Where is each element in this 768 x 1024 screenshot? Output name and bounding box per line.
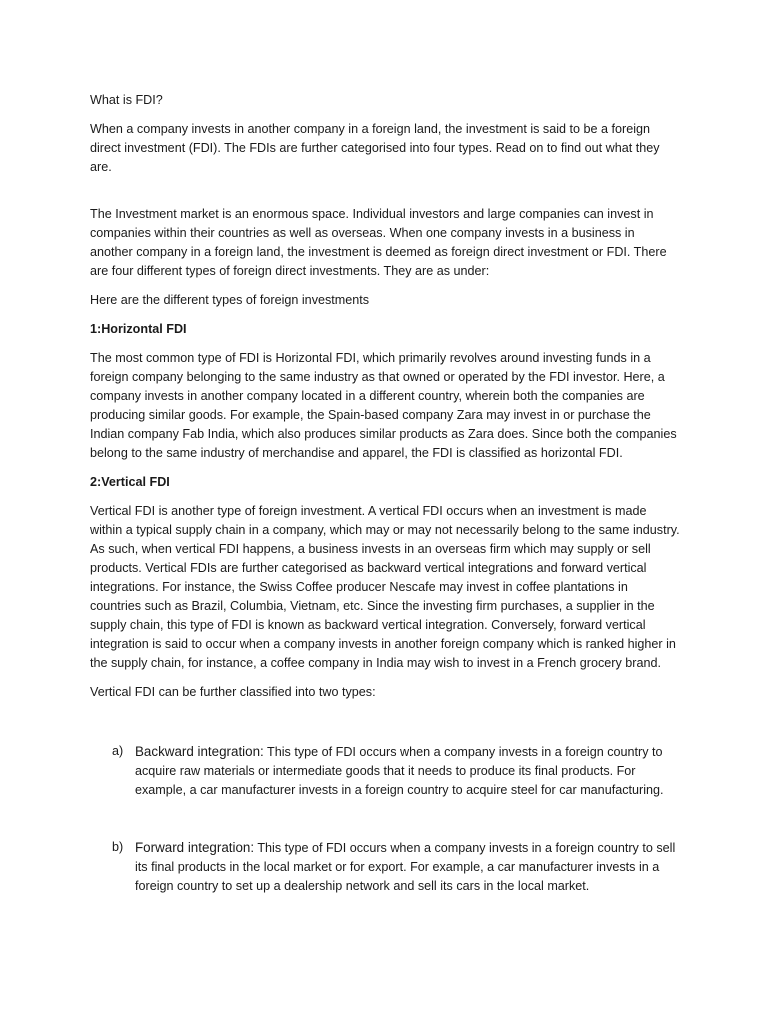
list-term: Backward integration: bbox=[135, 744, 264, 759]
list-term: Forward integration: bbox=[135, 840, 255, 855]
integration-list bbox=[90, 742, 680, 896]
list-item-forward bbox=[90, 838, 680, 896]
list-text: This type of FDI occurs when a company invests in a foreign country to acquire raw materials or intermediate goods that it needs to produce its final products. For example, a car manufacturer invests in a foreign country to acquire steel for car manufacturing. bbox=[135, 745, 664, 797]
vertical-heading: 2:Vertical FDI bbox=[90, 475, 170, 489]
page-title: What is FDI? bbox=[90, 93, 163, 107]
list-marker: a) bbox=[112, 744, 124, 758]
intro-paragraph: When a company invests in another company in a foreign land, the investment is said to be a foreign direct investment (FDI). The FDIs are further categorised into four types. Read on to find out what they are. bbox=[90, 122, 660, 174]
vertical-paragraph: Vertical FDI is another type of foreign investment. A vertical FDI occurs when an investment is made within a typical supply chain in a company, which may or may not necessarily belong to the same industry. As such, when vertical FDI happens, a business invests in an overseas firm which may supply or sell products. Vertical FDIs are further categorised as backward vertical integrations and forward vertical integrations. For instance, the Swiss Coffee producer Nescafe may invest in coffee plantations in countries such as Brazil, Columbia, Vietnam, etc. Since the investing firm purchases, a supplier in the supply chain, this type of FDI is known as backward vertical integration. Conversely, forward vertical integration is said to occur when a company invests in another foreign company which is ranked higher in the supply chain, for instance, a coffee company in India may wish to invest in a French grocery brand. bbox=[90, 504, 680, 670]
vertical-types-line: Vertical FDI can be further classified into two types: bbox=[90, 685, 376, 699]
list-text: This type of FDI occurs when a company invests in a foreign country to sell its final products in the local market or for export. For example, a car manufacturer invests in a foreign country to set up a dealership network and sell its cars in the local market. bbox=[135, 841, 676, 893]
list-item-backward bbox=[90, 742, 680, 800]
types-intro: Here are the different types of foreign investments bbox=[90, 293, 370, 307]
document-body bbox=[90, 91, 680, 934]
horizontal-heading: 1:Horizontal FDI bbox=[90, 322, 187, 336]
list-marker: b) bbox=[112, 840, 124, 854]
horizontal-paragraph: The most common type of FDI is Horizontal FDI, which primarily revolves around investing funds in a foreign company belonging to the same industry as that owned or operated by the FDI investor. Here, a company invests in another company located in a different country, wherein both the companies are producing similar goods. For example, the Spain-based company Zara may invest in or purchase the Indian company Fab India, which also produces similar products as Zara does. Since both the companies belong to the same industry of merchandise and apparel, the FDI is classified as horizontal FDI. bbox=[90, 351, 677, 460]
market-paragraph: The Investment market is an enormous space. Individual investors and large companies can invest in companies within their countries as well as overseas. When one company invests in a business in another company in a foreign land, the investment is deemed as foreign direct investment or FDI. There are four different types of foreign direct investments. They are as under: bbox=[90, 207, 667, 278]
